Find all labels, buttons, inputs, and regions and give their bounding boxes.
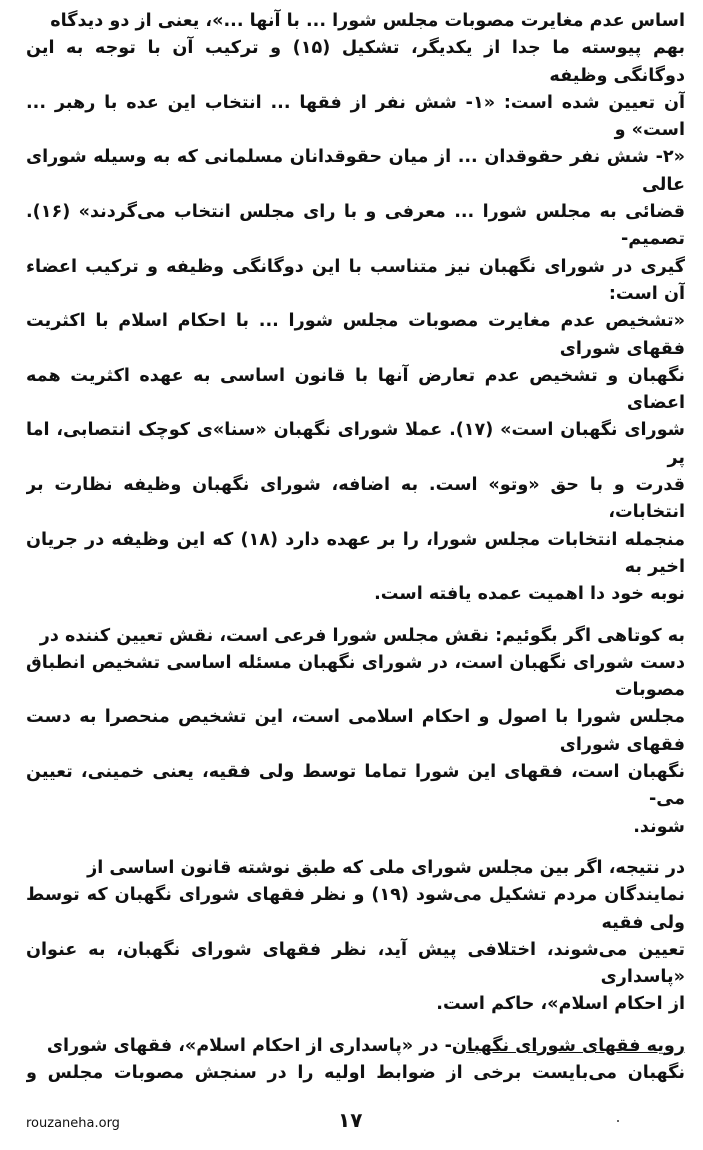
paragraph-1: [26, 8, 685, 609]
text-line: نوبه خود دا اهمیت عمده یافته است.: [374, 584, 685, 605]
text-line: «۲- شش نفر حقوقدان ... از میان حقوقدانان مسلمانی که به وسیله شورای عالی: [26, 147, 685, 195]
text-line: اساس عدم مغایرت مصوبات مجلس شورا ... با آنها ...»، یعنی از دو دیدگاه: [50, 11, 685, 31]
text-line: قضائی به مجلس شورا ... معرفی و با رای مجلس انتخاب می‌گردند» (۱۶). تصمیم-: [26, 202, 685, 250]
text-line: گیری در شورای نگهبان نیز متناسب با این دوگانگی وظیفه و ترکیب اعضاء آن است:: [26, 256, 685, 304]
text-line: «تشخیص عدم مغایرت مصوبات مجلس شورا ... با احکام اسلام با اکثریت فقهای شورای: [26, 311, 685, 359]
text-line: به کوتاهی اگر بگوئیم: نقش مجلس شورا فرعی است، نقش تعیین کننده در: [39, 625, 685, 646]
paragraph-2: [26, 623, 685, 841]
speck-mark: [617, 1120, 619, 1122]
text-line: مجلس شورا با اصول و احکام اسلامی است، این تشخیص منحصرا به دست فقهای شورای: [26, 707, 685, 755]
text-run: - در «پاسداری از احکام اسلام»، فقهای شورای: [46, 1035, 452, 1056]
text-line: [26, 1033, 685, 1060]
text-line: بهم پیوسته ما جدا از یکدیگر، تشکیل (۱۵) و ترکیب آن با توجه به این دوگانگی وظیفه: [26, 38, 685, 86]
page-number: ۱۷: [338, 1108, 363, 1132]
text-line: تعیین می‌شوند، اختلافی پیش آید، نظر فقهای شورای نگهبان، به عنوان «پاسداری: [26, 939, 685, 988]
page-body: [26, 8, 685, 1086]
text-line: نمایندگان مردم تشکیل می‌شود (۱۹) و نظر فقهای شورای نگهبان که توسط ولی فقیه: [26, 885, 685, 933]
text-line: شورای نگهبان است» (۱۷). عملا شورای نگهبان «سنا»ی کوچک انتصابی، اما پر: [26, 420, 685, 468]
text-line: منجمله انتخابات مجلس شورا، را بر عهده دارد (۱۸) که این وظیفه در جریان اخیر به: [26, 529, 685, 577]
text-line: شوند.: [633, 816, 685, 837]
text-line: در نتیجه، اگر بین مجلس شورای ملی که طبق نوشته قانون اساسی از: [87, 857, 685, 878]
paragraph-4: [26, 1033, 685, 1086]
text-line: قدرت و با حق «وتو» است. به اضافه، شورای نگهبان وظیفه نظارت بر انتخابات،: [26, 475, 685, 523]
text-line: نگهبان است، فقهای این شورا تماما توسط ولی فقیه، یعنی خمینی، تعیین می-: [26, 762, 685, 810]
source-watermark: rouzaneha.org: [26, 1116, 120, 1131]
text-line: از احکام اسلام»، حاکم است.: [436, 994, 685, 1015]
text-line: نگهبان و تشخیص عدم تعارض آنها با قانون اساسی به عهده اکثریت همه اعضای: [26, 365, 685, 414]
text-line: نگهبان می‌بایست برخی از ضوابط اولیه را در سنجش مصوبات مجلس و: [26, 1062, 685, 1083]
text-line: دست شورای نگهبان است، در شورای نگهبان مسئله اساسی تشخیص انطباق مصوبات: [26, 652, 685, 701]
text-line: آن تعیین شده است: «۱- شش نفر از فقها ... انتخاب این عده با رهبر ... است» و: [26, 92, 685, 141]
section-heading: رویه فقهای شورای نگهبان: [451, 1035, 685, 1056]
paragraph-3: [26, 855, 685, 1019]
